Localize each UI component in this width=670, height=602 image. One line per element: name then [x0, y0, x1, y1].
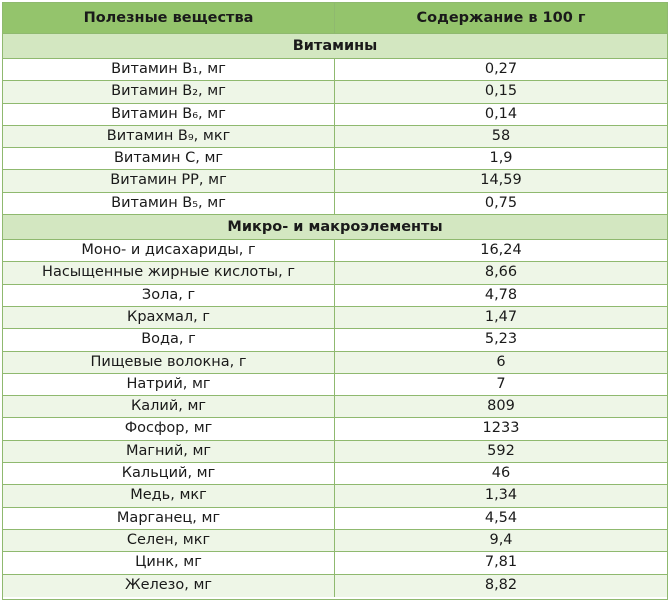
content-value-cell: 8,66: [484, 264, 518, 281]
substance-name-cell: Витамин B₁, мг: [3, 59, 335, 80]
substance-name-cell: Железо, мг: [3, 575, 335, 597]
content-value-cell: 4,54: [484, 509, 518, 526]
content-value-cell: 58: [491, 127, 511, 144]
table-row: [3, 552, 667, 574]
content-value-cell: 592: [487, 442, 515, 459]
substance-name-cell: Пищевые волокна, г: [3, 352, 335, 373]
table-row: [3, 81, 667, 103]
table-row: [3, 170, 667, 192]
substance-name-cell: Цинк, мг: [3, 552, 335, 573]
table-row: [3, 530, 667, 552]
content-value-cell: 14,59: [480, 172, 522, 189]
table-row: [3, 262, 667, 284]
table-row: [3, 240, 667, 262]
substance-name-cell: Фосфор, мг: [3, 418, 335, 439]
table-row: [3, 485, 667, 507]
table-row: [3, 463, 667, 485]
substance-name-cell: Витамин B₆, мг: [3, 104, 335, 125]
column-header-substances: Полезные вещества: [3, 3, 335, 33]
nutrition-table: [2, 2, 668, 600]
substance-name-cell: Марганец, мг: [3, 508, 335, 529]
table-row: [3, 396, 667, 418]
content-value-cell: 6: [496, 353, 506, 370]
table-row: [3, 418, 667, 440]
content-value-cell: 4,78: [484, 286, 518, 303]
substance-name-cell: Селен, мкг: [3, 530, 335, 551]
content-value-cell: 1233: [482, 420, 520, 437]
content-value-cell: 9,4: [489, 531, 513, 548]
column-header-content: Содержание в 100 г: [416, 10, 586, 26]
section-title: Витамины: [292, 38, 378, 54]
content-value-cell: 7,81: [484, 554, 518, 571]
table-row: [3, 104, 667, 126]
table-row: [3, 374, 667, 396]
content-value-cell: 0,14: [484, 105, 518, 122]
substance-name-cell: Витамин PP, мг: [3, 170, 335, 191]
substance-name-cell: Медь, мкг: [3, 485, 335, 506]
table-row: [3, 148, 667, 170]
section-title: Микро- и макроэлементы: [227, 219, 443, 236]
table-row: [3, 441, 667, 463]
table-row: [3, 352, 667, 374]
table-row: [3, 59, 667, 81]
content-value-cell: 0,27: [484, 61, 518, 77]
content-value-cell: 5,23: [484, 331, 518, 348]
substance-name-cell: Витамин B₅, мг: [3, 193, 335, 214]
table-row: [3, 126, 667, 148]
content-value-cell: 16,24: [480, 242, 522, 259]
section-header-row: [3, 34, 667, 59]
substance-name-cell: Зола, г: [3, 285, 335, 306]
content-value-cell: 1,9: [489, 150, 513, 167]
content-value-cell: 0,15: [484, 83, 518, 100]
substance-name-cell: Кальций, мг: [3, 463, 335, 484]
content-value-cell: 1,47: [484, 308, 518, 325]
content-value-cell: 0,75: [484, 194, 518, 211]
substance-name-cell: Крахмал, г: [3, 307, 335, 328]
content-value-cell: 7: [496, 375, 506, 392]
substance-name-cell: Моно- и дисахариды, г: [3, 240, 335, 261]
content-value-cell: 8,82: [484, 576, 518, 593]
substance-name-cell: Витамин B₂, мг: [3, 81, 335, 102]
substance-name-cell: Насыщенные жирные кислоты, г: [3, 262, 335, 283]
table-row: [3, 575, 667, 597]
table-body: [3, 34, 667, 597]
table-row: [3, 508, 667, 530]
table-row: [3, 285, 667, 307]
substance-name-cell: Магний, мг: [3, 441, 335, 462]
content-value-cell: 809: [487, 398, 515, 415]
content-value-cell: 1,34: [484, 487, 518, 504]
content-value-cell: 46: [491, 465, 511, 482]
substance-name-cell: Натрий, мг: [3, 374, 335, 395]
substance-name-cell: Калий, мг: [3, 396, 335, 417]
table-row: [3, 329, 667, 351]
table-row: [3, 307, 667, 329]
substance-name-cell: Витамин C, мг: [3, 148, 335, 169]
substance-name-cell: Витамин B₉, мкг: [3, 126, 335, 147]
table-header-row: [3, 3, 667, 34]
substance-name-cell: Вода, г: [3, 329, 335, 350]
table-row: [3, 193, 667, 215]
section-header-row: [3, 215, 667, 240]
